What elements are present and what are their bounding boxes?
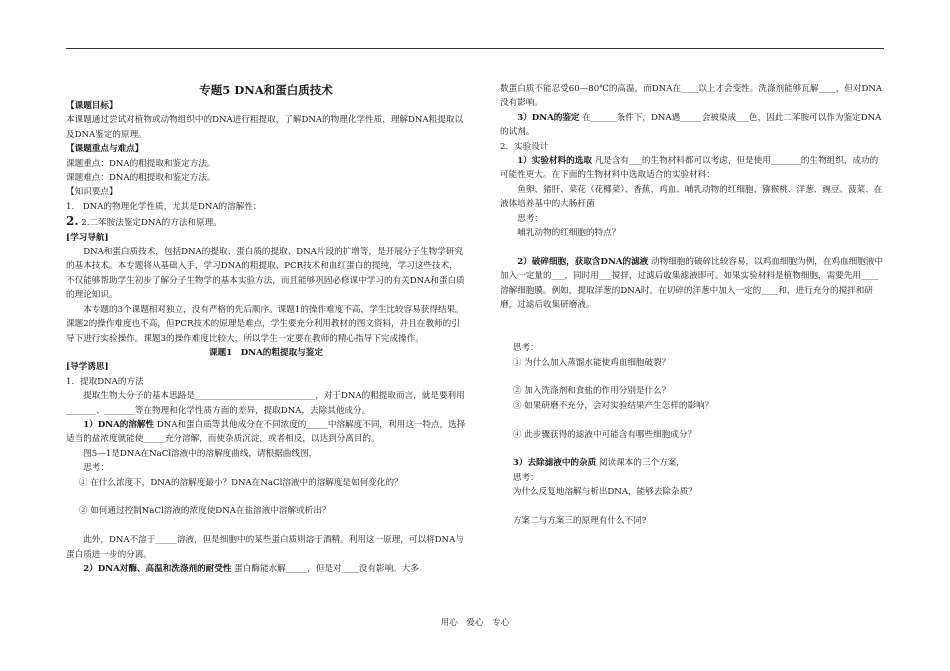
plans-question: 方案二与方案三的原理有什么不同? xyxy=(512,516,647,527)
answer-space xyxy=(500,500,886,514)
question-r4: ④ 此步骤获得的滤液中可能含有哪些细胞成分？ xyxy=(512,429,697,440)
solubility-title: 1）DNA的溶解性 xyxy=(83,419,155,430)
tolerance-title: 2）DNA对酶、高温和洗涤剂的耐受性 xyxy=(83,563,232,574)
answer-space xyxy=(66,490,466,504)
knowledge-item-2-text: 2.二苯胺法鉴定DNA的方法和原理。 xyxy=(78,218,222,229)
material-paragraph xyxy=(500,154,886,183)
design-heading: 2．实验设计 xyxy=(500,141,549,152)
topic1-title: 课题1 DNA的粗提取与鉴定 xyxy=(209,347,323,358)
guide-heading: [学习导航] xyxy=(66,232,109,243)
knowledge-item-2 xyxy=(66,214,466,230)
question-r1: ① 为什么加入蒸馏水能使鸡血细胞破裂？ xyxy=(512,357,671,368)
breaking-paragraph xyxy=(500,255,886,313)
identification-title: 3）DNA的鉴定 xyxy=(517,112,580,123)
answer-space xyxy=(500,442,886,456)
inquiry-heading: [导学诱思] xyxy=(66,362,109,373)
question-r3: ③ 如果研磨不充分，会对实验结果产生怎样的影响？ xyxy=(512,400,714,411)
method-text: 提取生物大分子的基本思路是____________________________，对于DNA的粗提取而言，就是要利用_______、_______等在物理和化学性质方面的差异，提取DNA，去除其他成分。 xyxy=(66,391,465,416)
focus-key: 课题重点：DNA的粗提取和鉴定方法。 xyxy=(66,158,216,169)
header-rule xyxy=(66,48,884,49)
think-label: 思考： xyxy=(517,213,543,224)
answer-space xyxy=(66,519,466,533)
identification-text: 在______条件下，DNA遇_____会被染成___色，因此二苯胺可以作为鉴定DNA的试剂。 xyxy=(500,112,882,138)
goal-text: 本课题通过尝试对植物或动物组织中的DNA进行粗提取，了解DNA的物理化学性质，理解DNA粗提取以及DNA鉴定的原理。 xyxy=(66,115,464,140)
breaking-text: 动物细胞的破碎比较容易，以鸡血细胞为例，在鸡血细胞液中加入一定量的___，同时用___搅拌，过滤后收集滤液即可。如果实验材料是植物细胞，需要先用____溶解细胞膜。例如，提取洋葱的DNA时，在切碎的洋葱中加入一定的____和，进行充分的搅拌和研磨，过滤后收集研磨液。 xyxy=(500,256,884,311)
materials-list: 鱼卵、猪肝、菜花（花椰菜）、香蕉、鸡血、哺乳动物的红细胞、猕猴桃、洋葱、豌豆、菠菜、在液体培养基中的大肠杆菌 xyxy=(500,184,883,210)
repeat-question: 为什么反复地溶解与析出DNA，能够去除杂质？ xyxy=(512,487,697,498)
question-2: ② 如何通过控制NaCl溶液的浓度使DNA在盐溶液中溶解或析出？ xyxy=(78,506,331,517)
impurity-title: 3）去除滤液中的杂质 xyxy=(512,458,597,469)
impurity-text: 阅读课本的三个方案， xyxy=(596,458,685,469)
tolerance-paragraph xyxy=(66,562,466,576)
knowledge-item-2-number: 2. xyxy=(66,214,79,229)
think-label: 思考： xyxy=(512,472,539,483)
question-r2: ② 加入洗涤剂和食盐的作用分别是什么？ xyxy=(512,386,671,397)
figure-note: 图5—1是DNA在NaCl溶液中的溶解度曲线，请根据曲线图， xyxy=(83,448,318,459)
answer-space xyxy=(500,370,886,384)
knowledge-heading: 【知识要点】 xyxy=(66,187,118,198)
think-label: 思考： xyxy=(512,343,539,354)
answer-space xyxy=(500,312,886,341)
focus-hard: 课题难点：DNA的粗提取和鉴定方法。 xyxy=(66,173,216,184)
material-title: 1）实验材料的选取 xyxy=(517,156,592,167)
alcohol-paragraph: 此外，DNA不溶于_____溶液，但是细胞中的某些蛋白质则溶于酒精。利用这一原理，可以将DNA与蛋白质进一步的分离。 xyxy=(66,535,464,560)
guide-paragraph-1: DNA和蛋白质技术，包括DNA的提取、蛋白质的提取、DNA片段的扩增等，是开展分子生物学研究的基本技术。本专题将从基础入手，学习DNA的粗提取、PCR技术和血红蛋白的提纯，学习这些技术，不仅能够帮助学生初步了解分子生物学的基本实验方法，而且能够巩固必修课中学习的有关DNA和蛋白质的理论知识。 xyxy=(66,247,465,301)
solubility-paragraph xyxy=(66,418,466,447)
mammal-question: 哺乳动物的红细胞的特点？ xyxy=(517,228,621,239)
think-label: 思考： xyxy=(83,463,109,474)
focus-heading: 【课题重点与难点】 xyxy=(66,144,144,155)
identification-paragraph xyxy=(500,111,886,140)
tolerance-continued: 数蛋白质不能忍受60—80℃的高温，而DNA在____以上才会变性。洗涤剂能够瓦解____，但对DNA没有影响。 xyxy=(500,84,883,109)
goal-heading: 【课题目标】 xyxy=(66,101,118,111)
tolerance-text: 蛋白酶能水解_____，但是对____没有影响。大多 xyxy=(231,563,419,574)
question-1: ① 在什么浓度下，DNA的溶解度最小？DNA在NaCl溶液中的溶解度是如何变化的？ xyxy=(78,477,403,488)
page-footer: 用心 爱心 专心 xyxy=(440,618,510,628)
material-text: 凡是含有___的生物材料都可以考虑，但是使用_______的生物组织，成功的可能性更大。在下面的生物材料中选取适合的实验材料： xyxy=(500,156,879,181)
solubility-text: DNA和蛋白质等其他成分在不同浓度的_____中溶解度不同，利用这一特点，选择适当的盐浓度就能使_____充分溶解，而使杂质沉淀，或者相反，以达到分离目的。 xyxy=(66,419,466,445)
impurity-paragraph xyxy=(500,456,886,470)
right-column xyxy=(500,82,886,529)
breaking-title: 2）破碎细胞，获取含DNA的滤液 xyxy=(517,256,649,267)
answer-space xyxy=(500,240,886,254)
page-title: 专题5 DNA和蛋白质技术 xyxy=(199,83,333,97)
answer-space xyxy=(500,413,886,427)
left-column xyxy=(66,82,466,576)
guide-paragraph-2: 本专题的3个课题相对独立，没有严格的先后顺序。课题1的操作难度不高，学生比较容易获得结果。课题2的操作难度也不高，但PCR技术的原理是难点，学生要充分利用教材的图文资料，并且在教师的引导下进行实验操作。课题3的操作难度比较大，所以学生一定要在教师的精心指导下完成操作。 xyxy=(66,304,464,344)
knowledge-item-1: 1. DNA的物理化学性质，尤其是DNA的溶解性； xyxy=(66,201,262,212)
method-heading: 1．提取DNA的方法 xyxy=(66,376,144,387)
